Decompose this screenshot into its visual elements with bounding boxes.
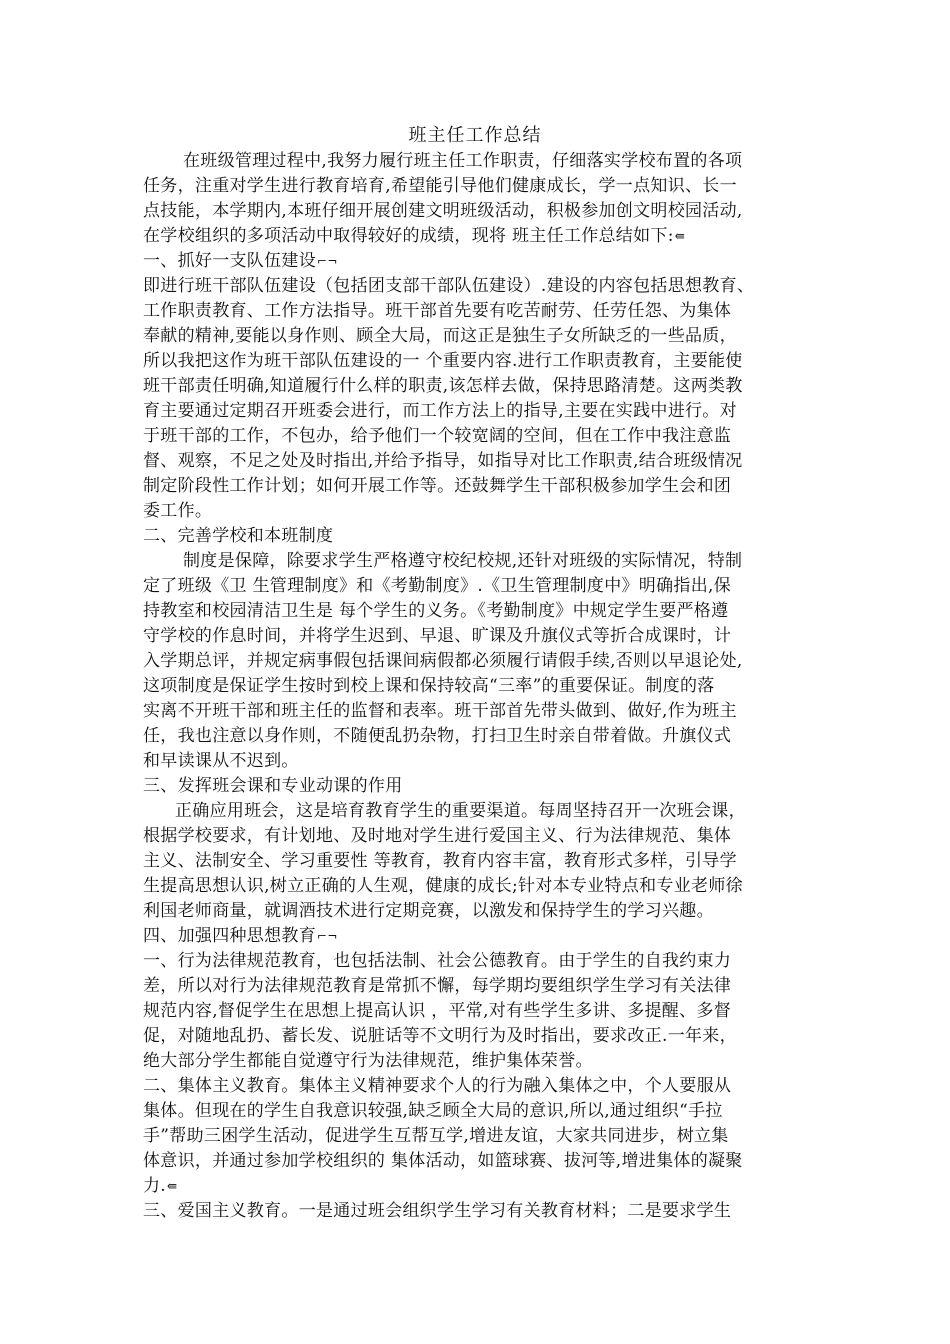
paragraph-line: 班干部责任明确,知道履行什么样的职责,该怎样去做，保持思路清楚。这两类教 bbox=[143, 376, 743, 396]
paragraph-line: 在班级管理过程中,我努力履行班主任工作职责，仔细落实学校布置的各项 bbox=[183, 151, 743, 171]
paragraph-line: 促，对随地乱扔、蓄长发、说脏话等不文明行为及时指出，要求改正.一年来， bbox=[143, 1026, 737, 1046]
paragraph-line: 制定阶段性工作计划；如何开展工作等。还鼓舞学生干部积极参加学生会和团 bbox=[143, 476, 732, 496]
paragraph-line: 奉献的精神,要能以身作则、顾全大局，而这正是独生子女所缺乏的一些品质， bbox=[143, 326, 737, 346]
section-heading: 二、完善学校和本班制度 bbox=[143, 526, 334, 546]
document-title: 班主任工作总结 bbox=[408, 125, 542, 146]
paragraph-line: 点技能，本学期内,本班仔细开展创建文明班级活动，积极参加创文明校园活动, bbox=[143, 201, 743, 221]
paragraph-line: 所以我把这作为班干部队伍建设的一 个重要内容.进行工作职责教育，主要能使 bbox=[143, 351, 743, 371]
paragraph-line: 生提高思想认识,树立正确的人生观，健康的成长;针对本专业特点和专业老师徐 bbox=[143, 876, 743, 896]
paragraph-line: 体意识，并通过参加学校组织的 集体活动，如篮球赛、拔河等,增进集体的凝聚 bbox=[143, 1151, 743, 1171]
return-mark-icon: ⇚ bbox=[674, 229, 686, 243]
paragraph-line: 委工作。 bbox=[143, 501, 213, 521]
paragraph-line: 任，我也注意以身作则，不随便乱扔杂物，打扫卫生时亲自带着做。升旗仪式 bbox=[143, 726, 732, 746]
paragraph-line: 守学校的作息时间，并将学生迟到、早退、旷课及升旗仪式等折合成课时，计 bbox=[143, 626, 732, 646]
paragraph-line: 利国老师商量，就调酒技术进行定期竞赛，以激发和保持学生的学习兴趣。 bbox=[143, 901, 714, 921]
paragraph-line: 督、观察，不足之处及时指出,并给予指导，如指导对比工作职责,结合班级情况 bbox=[143, 451, 743, 471]
section-heading-text: 一、抓好一支队伍建设 bbox=[143, 251, 316, 271]
section-heading: 三、发挥班会课和专业动课的作用 bbox=[143, 776, 403, 796]
paragraph-line: 实离不开班干部和班主任的监督和表率。班干部首先带头做到、做好,作为班主 bbox=[143, 701, 737, 721]
paragraph-line: 集体。但现在的学生自我意识较强,缺乏顾全大局的意识,所以,通过组织“手拉 bbox=[143, 1101, 723, 1121]
paragraph-line-text: 力. bbox=[143, 1176, 167, 1196]
paragraph-line: 正确应用班会，这是培育教育学生的重要渠道。每周坚持召开一次班会课， bbox=[175, 801, 746, 821]
section-heading bbox=[143, 249, 811, 273]
paragraph-line: 持教室和校园清洁卫生是 每个学生的义务。《考勤制度》中规定学生要严格遵 bbox=[143, 601, 729, 621]
paragraph-line: 二、集体主义教育。集体主义精神要求个人的行为融入集体之中，个人要服从 bbox=[143, 1076, 732, 1096]
paragraph-line: 即进行班干部队伍建设（包括团支部干部队伍建设）.建设的内容包括思想教育、 bbox=[143, 276, 755, 296]
section-heading-text: 四、加强四种思想教育 bbox=[143, 926, 316, 946]
paragraph-line: 定了班级《卫 生管理制度》和《考勤制度》.《卫生管理制度中》明确指出,保 bbox=[143, 576, 732, 596]
paragraph-line bbox=[143, 224, 811, 248]
paragraph-line: 手”帮助三困学生活动，促进学生互帮互学,增进友谊，大家共同进步，树立集 bbox=[143, 1126, 729, 1146]
paragraph-line: 入学期总评，并规定病事假包括课间病假都必须履行请假手续,否则以早退论处, bbox=[143, 651, 743, 671]
paragraph-line: 一、行为法律规范教育，也包括法制、社会公德教育。由于学生的自我约束力 bbox=[143, 951, 732, 971]
paragraph-line: 差，所以对行为法律规范教育是常抓不懈，每学期均要组织学生学习有关法律 bbox=[143, 976, 732, 996]
paragraph-line: 绝大部分学生都能自觉遵守行为法律规范，维护集体荣誉。 bbox=[143, 1051, 593, 1071]
paragraph-line: 三、爱国主义教育。一是通过班会组织学生学习有关教育材料；二是要求学生 bbox=[143, 1201, 732, 1221]
paragraph-line: 和早读课从不迟到。 bbox=[143, 751, 299, 771]
paragraph-mark-icon: ⌐¬ bbox=[317, 929, 338, 943]
paragraph-line: 于班干部的工作，不包办，给予他们一个较宽阔的空间，但在工作中我注意监 bbox=[143, 426, 732, 446]
paragraph-line: 这项制度是保证学生按时到校上课和保持较高“三率”的重要保证。制度的落 bbox=[143, 676, 715, 696]
paragraph-line: 任务，注重对学生进行教育培育,希望能引导他们健康成长，学一点知识、长一 bbox=[143, 176, 737, 196]
section-heading bbox=[143, 924, 811, 948]
paragraph-line: 主义、法制安全、学习重要性 等教育，教育内容丰富，教育形式多样，引导学 bbox=[143, 851, 737, 871]
paragraph-line: 育主要通过定期召开班委会进行，而工作方法上的指导,主要在实践中进行。对 bbox=[143, 401, 737, 421]
paragraph-line: 规范内容,督促学生在思想上提高认识 ，平常,对有些学生多讲、多提醒、多督 bbox=[143, 1001, 732, 1021]
paragraph-line: 工作职责教育、工作方法指导。班干部首先要有吃苦耐劳、任劳任怨、为集体 bbox=[143, 301, 732, 321]
return-mark-icon: ⇚ bbox=[167, 1179, 178, 1193]
paragraph-line-text: 在学校组织的多项活动中取得较好的成绩，现将 班主任工作总结如下: bbox=[143, 226, 674, 246]
paragraph-line: 根据学校要求，有计划地、及时地对学生进行爱国主义、行为法律规范、集体 bbox=[143, 826, 732, 846]
paragraph-line bbox=[143, 1174, 811, 1198]
paragraph-mark-icon: ⌐¬ bbox=[317, 254, 338, 268]
paragraph-line: 制度是保障，除要求学生严格遵守校纪校规,还针对班级的实际情况，特制 bbox=[183, 551, 743, 571]
